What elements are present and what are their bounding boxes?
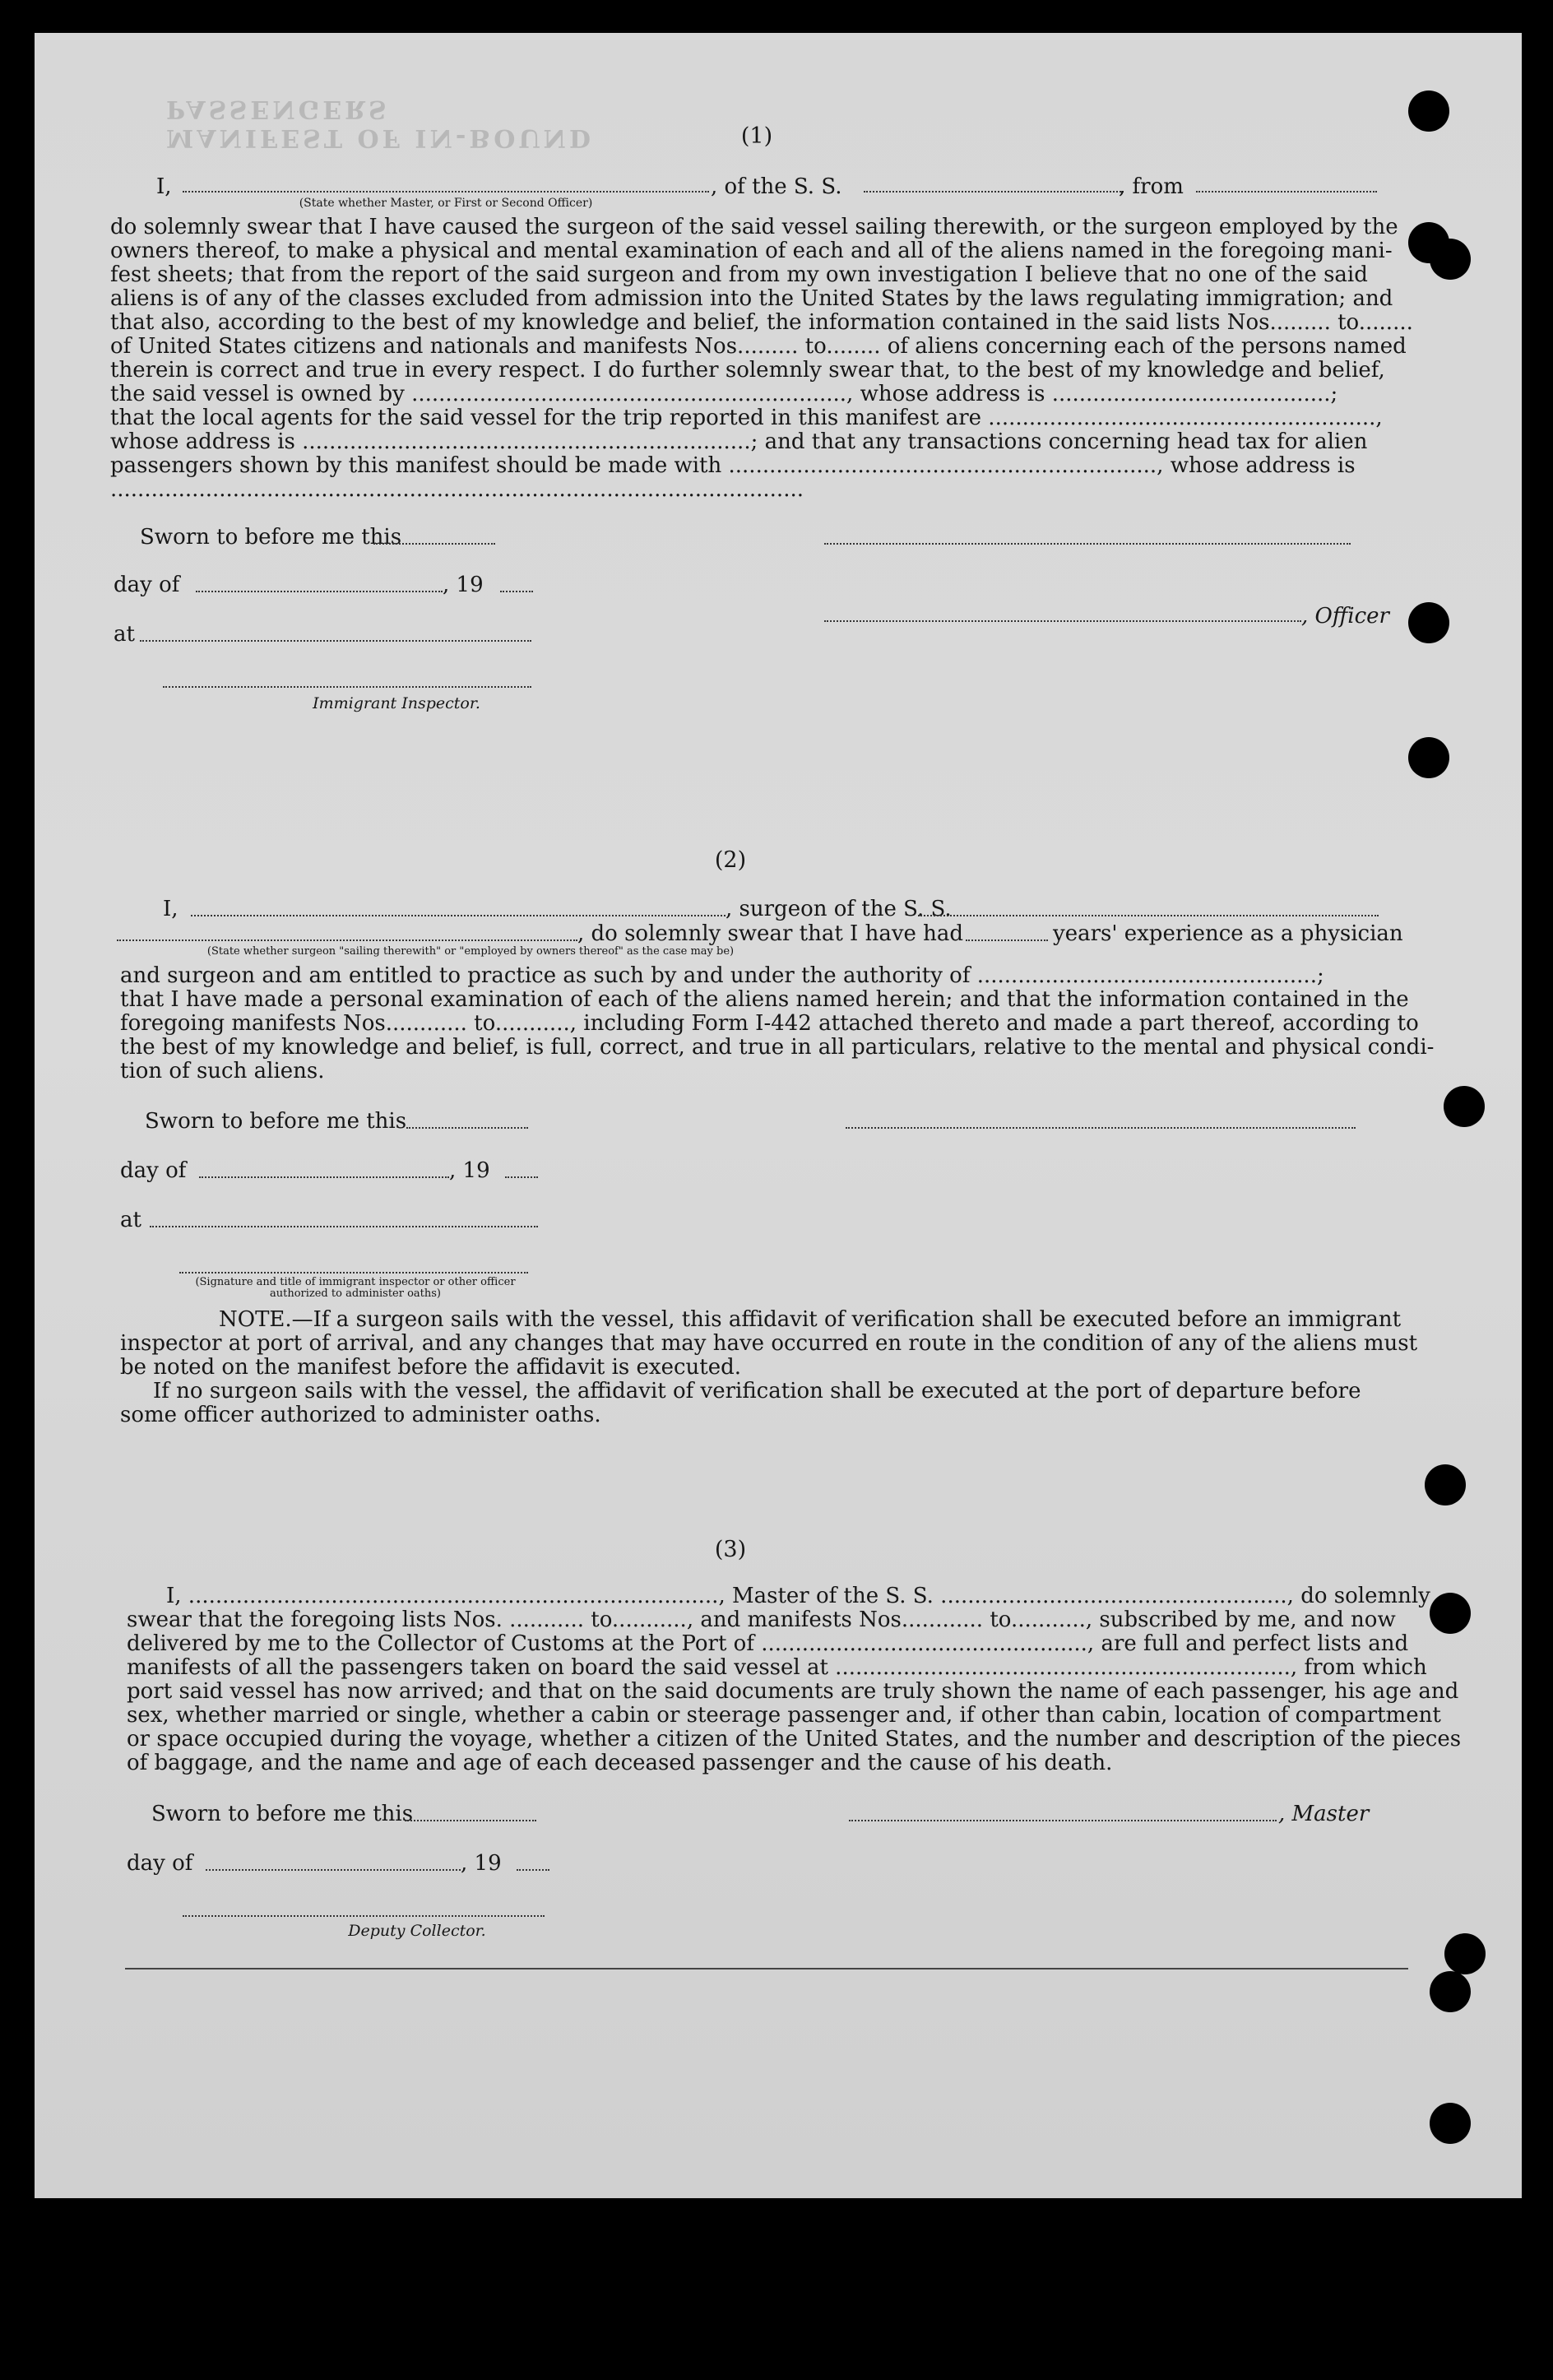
- s3-master-label: , Master: [1278, 1802, 1370, 1826]
- s1-day-of-label: day of: [114, 573, 180, 597]
- s1-officer-title-field[interactable]: [824, 619, 1301, 622]
- punch-hole: [1430, 239, 1471, 280]
- s2-years-field[interactable]: [966, 938, 1048, 941]
- s2-note-line: inspector at port of arrival, and any changes that may have occurred en route in the condition of any of the aliens must: [120, 1331, 1418, 1356]
- s1-line: whose address is ..................................................................; and that any transactions concerning head tax for alien: [110, 429, 1368, 454]
- s1-year-label: , 19: [443, 573, 484, 597]
- s1-line: fest sheets; that from the report of the said surgeon and from my own investigation I believe that no one of the said: [110, 262, 1368, 287]
- s1-at-label: at: [114, 622, 135, 647]
- s2-at-label: at: [120, 1208, 141, 1232]
- s2-line: the best of my knowledge and belief, is full, correct, and true in all particulars, relative to the mental and physical condi-: [120, 1035, 1435, 1060]
- s2-status-field[interactable]: [117, 938, 577, 941]
- s3-line: port said vessel has now arrived; and that on the said documents are truly shown the name of each passenger, his age and: [127, 1679, 1459, 1704]
- s1-oath-paragraph: [110, 215, 1413, 502]
- s3-line: swear that the foregoing lists Nos. ........... to..........., and manifests Nos............ to..........., subscribed by me, and now: [127, 1608, 1396, 1632]
- punch-hole: [1408, 90, 1449, 132]
- s2-sworn-label: Sworn to before me this: [145, 1109, 407, 1134]
- s1-officer-label: , Officer: [1301, 604, 1389, 629]
- s2-signature-note: (Signature and title of immigrant inspector or other officer authorized to administer oaths): [195, 1276, 516, 1300]
- s2-year-field[interactable]: [505, 1175, 538, 1178]
- s2-note-line: NOTE.—If a surgeon sails with the vessel, this affidavit of verification shall be executed before an immigrant: [219, 1307, 1402, 1332]
- s3-year-field[interactable]: [517, 1867, 549, 1871]
- s2-surgeon-signature-field[interactable]: [846, 1125, 1356, 1129]
- s3-day-of-label: day of: [127, 1851, 193, 1876]
- s3-line: I, .............................................................................., Master of the S. S. ..................................................., do solemnly: [166, 1584, 1430, 1608]
- s3-line: manifests of all the passengers taken on board the said vessel at ..................................................................., from which: [127, 1655, 1427, 1680]
- s2-oath-paragraph: [120, 963, 1435, 1083]
- s1-line: therein is correct and true in every respect. I do further solemnly swear that, to the best of my knowledge and belief,: [110, 358, 1385, 383]
- s1-officer-note: (State whether Master, or First or Second Officer): [299, 197, 593, 210]
- punch-hole: [1444, 1933, 1486, 1974]
- bleed-through-text: MANIFEST OF IN-BOUND PASSENGERS: [166, 95, 594, 152]
- s1-inspector-signature-field[interactable]: [163, 684, 531, 688]
- s1-day-of-field[interactable]: [196, 589, 443, 592]
- punch-hole: [1430, 2103, 1471, 2144]
- s1-line: of United States citizens and nationals and manifests Nos......... to........ of aliens concerning each of the persons named: [110, 334, 1407, 359]
- s3-line: sex, whether married or single, whether a cabin or steerage passenger and, if other than cabin, location of compartment: [127, 1703, 1441, 1728]
- s1-officer-signature-field[interactable]: [824, 541, 1351, 545]
- s1-inspector-caption: Immigrant Inspector.: [313, 694, 480, 712]
- s1-from-label: , from: [1119, 174, 1184, 199]
- s3-collector-caption: Deputy Collector.: [348, 1922, 486, 1940]
- s3-line: or space occupied during the voyage, whether a citizen of the United States, and the number and description of the pieces: [127, 1727, 1462, 1751]
- punch-hole: [1430, 1971, 1471, 2012]
- section-2-number: (2): [714, 847, 747, 873]
- punch-hole: [1444, 1086, 1485, 1127]
- s2-day-of-label: day of: [120, 1158, 187, 1183]
- s2-sworn-date-field[interactable]: [406, 1125, 528, 1129]
- punch-hole: [1408, 737, 1449, 778]
- s1-of-ss-label: , of the S. S.: [711, 174, 842, 199]
- s1-officer-name-field[interactable]: [183, 189, 709, 193]
- punch-hole: [1425, 1464, 1466, 1505]
- s3-year-label: , 19: [461, 1851, 502, 1876]
- s3-sworn-label: Sworn to before me this: [151, 1802, 414, 1826]
- section-3-number: (3): [714, 1537, 747, 1562]
- s2-authority-signature-field[interactable]: [179, 1270, 528, 1274]
- s3-master-signature-field[interactable]: [849, 1818, 1277, 1821]
- section-1-number: (1): [740, 123, 773, 149]
- s2-line: tion of such aliens.: [120, 1059, 325, 1083]
- s3-sworn-date-field[interactable]: [405, 1818, 536, 1821]
- s2-swear-label: , do solemnly swear that I have had: [577, 921, 964, 946]
- bottom-rule: [125, 1968, 1408, 1969]
- s3-line: of baggage, and the name and age of each deceased passenger and the cause of his death.: [127, 1751, 1113, 1775]
- s1-line: ......................................................................................................: [110, 477, 804, 502]
- s2-note-line: If no surgeon sails with the vessel, the affidavit of verification shall be executed at the port of departure before: [153, 1379, 1361, 1403]
- punch-hole: [1408, 602, 1449, 643]
- s1-line: aliens is of any of the classes excluded from admission into the United States by the laws regulating immigration; and: [110, 286, 1393, 311]
- s1-i-label: I,: [156, 174, 172, 199]
- s2-note-line: some officer authorized to administer oaths.: [120, 1403, 601, 1427]
- s2-exp-label: years' experience as a physician: [1053, 921, 1403, 946]
- punch-hole: [1430, 1593, 1471, 1634]
- s3-day-of-field[interactable]: [206, 1867, 461, 1871]
- s1-line: owners thereof, to make a physical and mental examination of each and all of the aliens named in the foregoing mani-: [110, 239, 1393, 263]
- s2-line: foregoing manifests Nos............ to..........., including Form I-442 attached thereto and made a part thereof, according to: [120, 1011, 1419, 1036]
- s1-line: passengers shown by this manifest should be made with ..............................................................., whose address is: [110, 453, 1356, 478]
- s2-i-label: I,: [163, 897, 178, 921]
- s2-line: that I have made a personal examination of each of the aliens named herein; and that the information contained in the: [120, 987, 1409, 1012]
- s1-from-field[interactable]: [1196, 189, 1377, 193]
- s2-surgeon-label: , surgeon of the S. S.: [726, 897, 952, 921]
- s2-vessel-field[interactable]: [918, 913, 1379, 916]
- s2-day-of-field[interactable]: [199, 1175, 449, 1178]
- s1-year-field[interactable]: [500, 589, 533, 592]
- s2-line: and surgeon and am entitled to practice as such by and under the authority of ..................................................;: [120, 963, 1324, 988]
- s2-status-note: (State whether surgeon "sailing therewith" or "employed by owners thereof" as the case may be): [206, 945, 735, 958]
- s2-note-line: be noted on the manifest before the affidavit is executed.: [120, 1355, 742, 1380]
- s1-line: the said vessel is owned by ................................................................, whose address is .........................................;: [110, 382, 1338, 406]
- s2-note-paragraph: [120, 1307, 1418, 1427]
- s1-line: that also, according to the best of my knowledge and belief, the information contained in the said lists Nos......... to........: [110, 310, 1413, 335]
- s2-name-field[interactable]: [191, 913, 726, 916]
- manifest-page: [35, 33, 1522, 2198]
- s1-sworn-date-field[interactable]: [373, 541, 495, 545]
- s1-vessel-field[interactable]: [864, 189, 1124, 193]
- s2-year-label: , 19: [449, 1158, 490, 1183]
- s1-at-field[interactable]: [140, 638, 531, 642]
- s1-sworn-label: Sworn to before me this: [140, 525, 402, 550]
- s1-line: do solemnly swear that I have caused the surgeon of the said vessel sailing therewith, or the surgeon employed by the: [110, 215, 1398, 239]
- s2-at-field[interactable]: [150, 1224, 538, 1227]
- s3-collector-signature-field[interactable]: [183, 1914, 545, 1917]
- s3-oath-paragraph: [127, 1584, 1462, 1775]
- s1-line: that the local agents for the said vessel for the trip reported in this manifest are .........................................................,: [110, 406, 1383, 430]
- s3-line: delivered by me to the Collector of Customs at the Port of ................................................, are full and perfect lists and: [127, 1631, 1409, 1656]
